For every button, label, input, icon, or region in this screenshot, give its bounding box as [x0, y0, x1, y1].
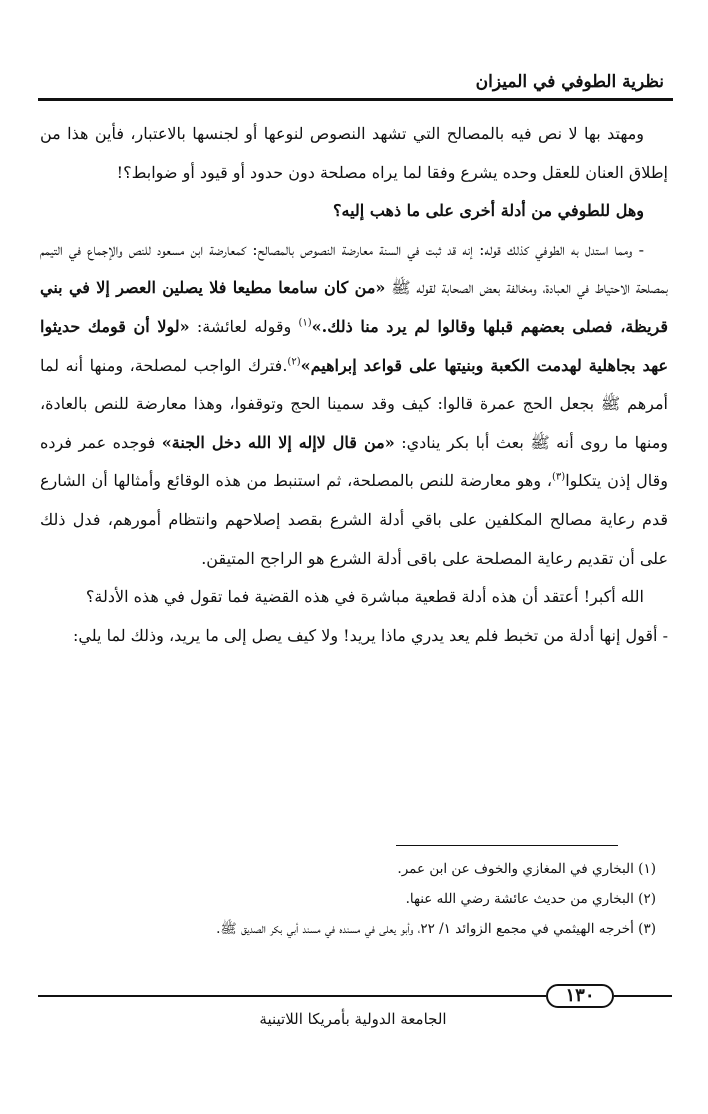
hadith-quote-2: «لولا أن قومك حديثوا عهد بجاهلية لهدمت الكعبة وبنيتها على قواعد إبراهيم»	[40, 316, 668, 375]
section-question-text: وهل للطوفي من أدلة أخرى على ما ذهب إليه؟	[333, 201, 644, 221]
paragraph-argument	[40, 231, 668, 578]
paragraph-argument-part-d: فوجده عمر فرده وقال إذن يتكلوا	[40, 432, 669, 491]
paragraph-argument-part-b: وقوله لعائشة:	[189, 316, 299, 336]
footnote-separator	[396, 845, 618, 846]
footnote-3: (٣) أخرجه الهيثمي في مجمع الزوائد ١/ ٢٢، وأبو يعلى في مسنده في مسند أبي بكر الصديق ﷺ.	[216, 921, 656, 937]
paragraph-argument-part-a: - ومما استدل به الطوفي كذلك قوله: إنه قد ثبت في السنة معارضة النصوص بالمصالح: كمعارضة ابن مسعود للنص والإجماع في التيمم بمصلحة الاحتياط في العبادة، ومخالفة بعض الصحابة لقوله ﷺ	[40, 239, 668, 298]
footer-publisher: الجامعة الدولية بأمريكا اللاتينية	[259, 1010, 447, 1028]
paragraph-exclamation: الله أكبر! أعتقد أن هذه أدلة قطعية مباشرة في هذه القضية فما تقول في هذه الأدلة؟	[85, 587, 644, 607]
body-text	[40, 115, 668, 655]
header-rule	[38, 98, 673, 101]
hadith-quote-3: «من قال لاإله إلا الله دخل الجنة»	[161, 432, 395, 452]
paragraph-argument-part-e: ، وهو معارضة للنص بالمصلحة، ثم استنبط من هذه الوقائع وأمثالها أن الشارع قدم رعاية مصالح المكلفين على باقي أدلة الشرع بقصد إصلاحهم وانتظام أمورهم، فدل ذلك على أن تقديم رعاية المصلحة على باقى أدلة الشرع هو الراجح المتيقن.	[40, 471, 668, 568]
footnote-mark-3: (٣)	[552, 472, 566, 484]
section-question	[40, 192, 668, 231]
footnote-mark-1: (١)	[298, 317, 312, 329]
paragraph-response: - أقول إنها أدلة من تخبط فلم يعد يدري ماذا يريد! ولا كيف يصل إلى ما يريد، وذلك لما يلي:	[73, 625, 668, 645]
paragraph-1: ومهتد بها لا نص فيه بالمصالح التي تشهد النصوص لنوعها أو لجنسها بالاعتبار، فأين هذا من إطلاق العنان للعقل وحده يشرع وفقا لما يراه مصلحة دون حدود أو قيود أو ضوابط؟!	[40, 124, 668, 182]
footnote-1: (١) البخاري في المغازي والخوف عن ابن عمر.	[397, 861, 656, 877]
footnote-2: (٢) البخاري من حديث عائشة رضي الله عنها.	[405, 891, 656, 907]
page-number: ١٣٠	[546, 984, 614, 1008]
paragraph-argument-part-c: .فترك الواجب لمصلحة، ومنها أنه لما أمرهم ﷺ بجعل الحج عمرة قالوا: كيف وقد سمينا الحج وتوقفوا، وهذا معارضة للنص بالعادة، ومنها ما روى أنه ﷺ بعث أبا بكر ينادي:	[40, 355, 669, 452]
hadith-quote-1: «من كان سامعا مطيعا فلا يصلين العصر إلا في بني قريظة، فصلى بعضهم قبلها وقالوا لم يرد منا ذلك.»	[40, 278, 669, 336]
footer-rule-left	[38, 995, 546, 997]
footer-rule-right	[614, 995, 672, 997]
footnote-mark-2: (٢)	[287, 356, 301, 368]
running-header-title: نظرية الطوفي في الميزان	[475, 72, 664, 92]
footnotes	[56, 854, 656, 944]
